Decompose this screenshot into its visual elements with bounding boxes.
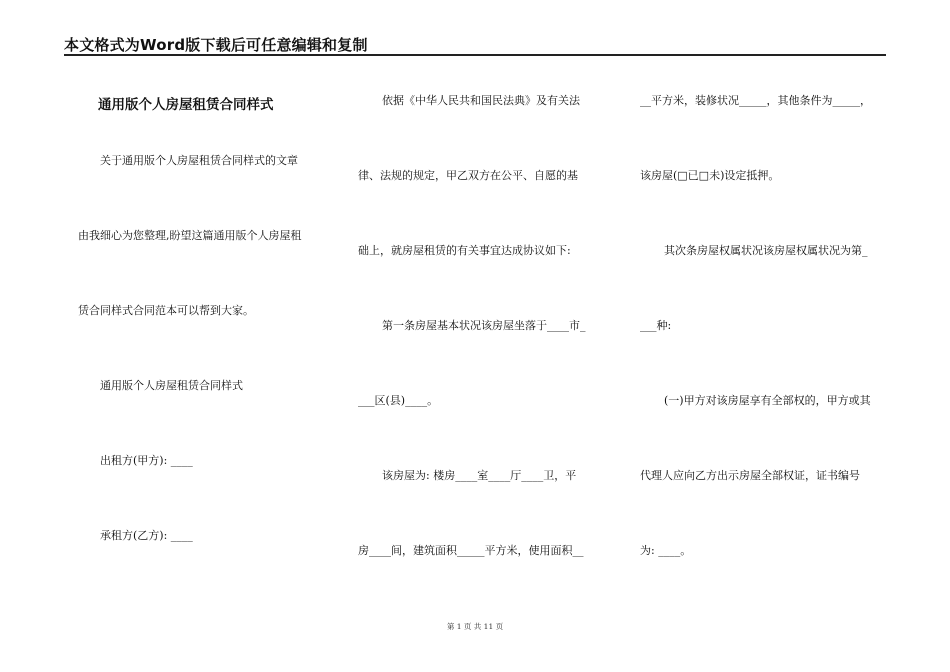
column-3-line-3: 其次条房屋权属状况该房屋权属状况为第_ [664, 244, 868, 257]
column-1 [78, 0, 328, 672]
column-3-line-5: (一)甲方对该房屋享有全部权的，甲方或其 [664, 394, 871, 407]
column-3-line-2: 该房屋(□已□未)设定抵押。 [640, 169, 780, 182]
column-1-line-1: 关于通用版个人房屋租赁合同样式的文章 [100, 154, 298, 167]
header-title: 本文格式为Word版下载后可任意编辑和复制 [64, 36, 368, 54]
column-1-line-3: 赁合同样式合同范本可以帮到大家。 [78, 304, 254, 317]
column-3-line-6: 代理人应向乙方出示房屋全部权证，证书编号 [640, 469, 860, 482]
page-footer: 第 1 页 共 11 页 [446, 622, 504, 631]
column-2-line-4: 第一条房屋基本状况该房屋坐落于____市_ [382, 319, 586, 332]
column-3-line-1: __平方米，装修状况_____，其他条件为_____， [640, 94, 871, 107]
column-2 [358, 0, 608, 672]
column-2-line-1: 依据《中华人民共和国民法典》及有关法 [382, 94, 580, 107]
column-3-line-4: ___种: [640, 319, 672, 332]
column-2-line-7: 房____间，建筑面积_____平方米，使用面积__ [358, 544, 584, 557]
column-2-line-5: ___区(县)____。 [358, 394, 439, 407]
document-title: 通用版个人房屋租赁合同样式 [98, 97, 274, 113]
column-2-line-6: 该房屋为: 楼房____室____厅____卫，平 [382, 469, 577, 482]
column-1-line-4: 通用版个人房屋租赁合同样式 [100, 379, 243, 392]
column-2-line-3: 础上，就房屋租赁的有关事宜达成协议如下: [358, 244, 571, 257]
column-1-line-5: 出租方(甲方): ____ [100, 454, 193, 467]
column-2-line-2: 律、法规的规定，甲乙双方在公平、自愿的基 [358, 169, 578, 182]
column-1-line-2: 由我细心为您整理,盼望这篇通用版个人房屋租 [78, 229, 302, 242]
column-1-line-6: 承租方(乙方): ____ [100, 529, 193, 542]
column-3 [640, 0, 890, 672]
column-3-line-7: 为: ____。 [640, 544, 692, 557]
